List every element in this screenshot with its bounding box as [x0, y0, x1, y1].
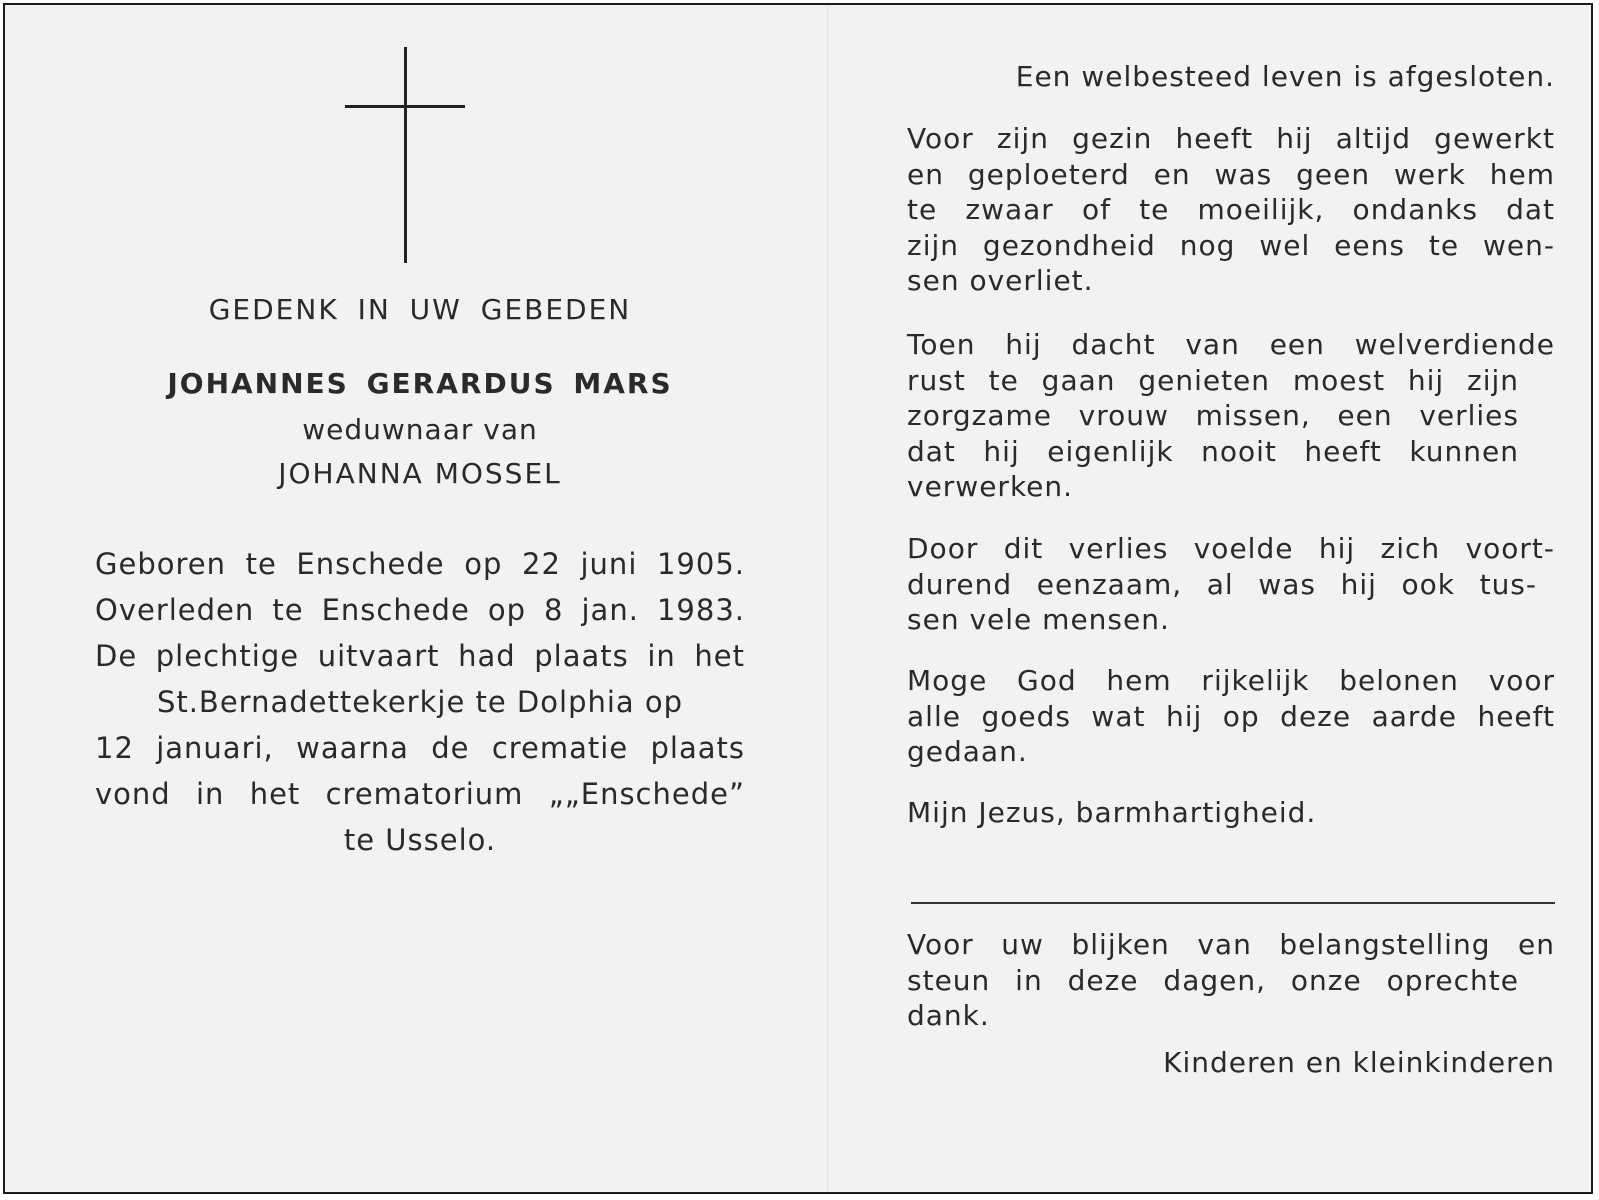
paragraph-life-closed	[907, 59, 1555, 95]
text-line: Voor zijn gezin heeft hij altijd gewerkt	[907, 122, 1555, 155]
signature: Kinderen en kleinkinderen	[1163, 1046, 1555, 1079]
cross-vertical-bar	[404, 47, 407, 263]
cross-horizontal-bar	[345, 105, 465, 108]
bio-line-place: te Usselo.	[343, 823, 497, 857]
bio-line-crematorium: vond in het crematorium „„Enschede”	[95, 777, 745, 811]
text-line: durend eenzaam, al was hij ook tus-	[907, 567, 1537, 601]
paragraph-loneliness	[907, 531, 1555, 638]
text-line: Toen hij dacht van een welverdiende	[907, 328, 1555, 361]
paragraph-prayer	[907, 795, 1555, 831]
text-line: steun in deze dagen, onze oprechte	[907, 963, 1519, 997]
text-line: gedaan.	[907, 735, 1028, 768]
text-line: alle goeds wat hij op deze aarde heeft	[907, 699, 1555, 733]
signature-block	[907, 1045, 1555, 1081]
biography	[95, 541, 745, 863]
text-line: rust te gaan genieten moest hij zijn	[907, 363, 1519, 397]
paragraph-thanks	[907, 927, 1555, 1034]
deceased-name: JOHANNES GERARDUS MARS	[167, 367, 673, 400]
text-line: en geploeterd en was geen werk hem	[907, 157, 1555, 191]
text-line: dank.	[907, 999, 990, 1032]
bio-line-born: Geboren te Enschede op 22 juni 1905.	[95, 547, 745, 581]
cross-icon	[345, 47, 465, 263]
text-line: Door dit verlies voelde hij zich voort-	[907, 532, 1555, 565]
prayer-heading: GEDENK IN UW GEBEDEN	[208, 293, 632, 326]
memorial-card	[3, 3, 1593, 1194]
text-line: dat hij eigenlijk nooit heeft kunnen	[907, 434, 1519, 468]
bio-line-died: Overleden te Enschede op 8 jan. 1983.	[95, 593, 745, 627]
text-line: zorgzame vrouw missen, een verlies	[907, 399, 1519, 432]
text-line: sen overliet.	[907, 264, 1094, 297]
bio-line-funeral: De plechtige uitvaart had plaats in het	[95, 639, 745, 673]
text-line: Voor uw blijken van belangstelling en	[907, 928, 1555, 961]
text-line: verwerken.	[907, 470, 1074, 503]
text-line: Mijn Jezus, barmhartigheid.	[907, 796, 1317, 829]
text-line: te zwaar of te moeilijk, ondanks dat	[907, 193, 1555, 226]
bio-line-cremation: 12 januari, waarna de crematie plaats	[95, 731, 745, 765]
text-line: zijn gezondheid nog wel eens te wen-	[907, 228, 1555, 262]
text-line: Moge God hem rijkelijk belonen voor	[907, 664, 1555, 697]
bio-line-church: St.Bernadettekerkje te Dolphia op	[156, 685, 684, 719]
paragraph-reward	[907, 663, 1555, 770]
spouse-name: JOHANNA MOSSEL	[278, 457, 562, 490]
paragraph-family-work	[907, 121, 1555, 299]
fold-line	[827, 5, 828, 1192]
widower-of-label: weduwnaar van	[302, 413, 538, 446]
divider-line	[911, 902, 1555, 904]
text-line: Een welbesteed leven is afgesloten.	[1015, 60, 1555, 93]
paragraph-retirement	[907, 327, 1555, 505]
text-line: sen vele mensen.	[907, 603, 1170, 636]
